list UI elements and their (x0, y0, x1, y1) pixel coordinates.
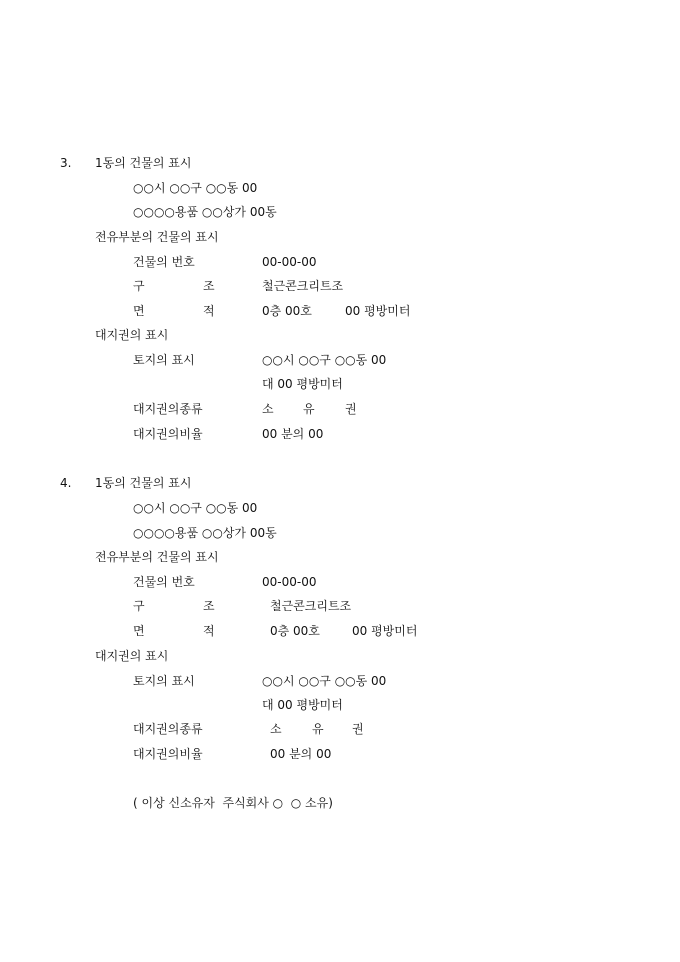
item-3-area-label-a: 면 (133, 304, 145, 318)
item-4-area-floor: 0층 00호 (270, 624, 320, 638)
item-4-land-area: 대 00 평방미터 (262, 698, 343, 712)
item-4-building-address: ○○시 ○○구 ○○동 00 (133, 501, 258, 515)
item-3-unit-no-label: 건물의 번호 (133, 255, 195, 269)
item-3-building-address: ○○시 ○○구 ○○동 00 (133, 181, 258, 195)
item-4-number: 4. (60, 476, 72, 490)
item-3-land-heading: 대지권의 표시 (95, 328, 169, 342)
owner-note: ( 이상 신소유자 주식회사 ○ ○ 소유) (133, 796, 333, 810)
item-4-building-name: ○○○○용품 ○○상가 00동 (133, 526, 277, 540)
item-3-right-ratio-value: 00 분의 00 (262, 427, 324, 441)
item-4-land-label: 토지의 표시 (133, 674, 195, 688)
item-4-structure-value: 철근콘크리트조 (270, 599, 352, 613)
item-4-area-label-b: 적 (203, 624, 215, 638)
item-4-structure-label-a: 구 (133, 599, 145, 613)
item-3-building-heading: 1동의 건물의 표시 (95, 156, 192, 170)
item-4-right-type-a: 소 (270, 722, 282, 736)
item-4-unit-heading: 전유부분의 건물의 표시 (95, 550, 219, 564)
item-3-right-type-label: 대지권의종류 (133, 402, 203, 416)
item-3-right-ratio-label: 대지권의비율 (133, 427, 203, 441)
item-4-land-heading: 대지권의 표시 (95, 649, 169, 663)
item-4-area-value: 00 평방미터 (352, 624, 418, 638)
item-3-structure-label-a: 구 (133, 279, 145, 293)
item-4-right-type-c: 권 (352, 722, 364, 736)
item-3-land-area: 대 00 평방미터 (262, 377, 343, 391)
item-3-number: 3. (60, 156, 72, 170)
item-4-right-ratio-label: 대지권의비율 (133, 747, 203, 761)
item-4-building-heading: 1동의 건물의 표시 (95, 476, 192, 490)
item-4-land-address: ○○시 ○○구 ○○동 00 (262, 674, 387, 688)
item-4-unit-no-label: 건물의 번호 (133, 575, 195, 589)
item-4-area-label-a: 면 (133, 624, 145, 638)
item-3-unit-no-value: 00-00-00 (262, 255, 317, 269)
item-3-right-type-c: 권 (345, 402, 357, 416)
item-3-unit-heading: 전유부분의 건물의 표시 (95, 230, 219, 244)
item-3-right-type-a: 소 (262, 402, 274, 416)
item-3-structure-value: 철근콘크리트조 (262, 279, 344, 293)
item-3-building-name: ○○○○용품 ○○상가 00동 (133, 205, 277, 219)
item-4-unit-no-value: 00-00-00 (262, 575, 317, 589)
item-3-structure-label-b: 조 (203, 279, 215, 293)
item-4-right-type-b: 유 (312, 722, 324, 736)
item-4-right-type-label: 대지권의종류 (133, 722, 203, 736)
item-4-structure-label-b: 조 (203, 599, 215, 613)
item-3-area-value: 00 평방미터 (345, 304, 411, 318)
item-3-land-label: 토지의 표시 (133, 353, 195, 367)
item-3-land-address: ○○시 ○○구 ○○동 00 (262, 353, 387, 367)
item-3-area-floor: 0층 00호 (262, 304, 312, 318)
item-4-right-ratio-value: 00 분의 00 (270, 747, 332, 761)
item-3-right-type-b: 유 (303, 402, 315, 416)
item-3-area-label-b: 적 (203, 304, 215, 318)
